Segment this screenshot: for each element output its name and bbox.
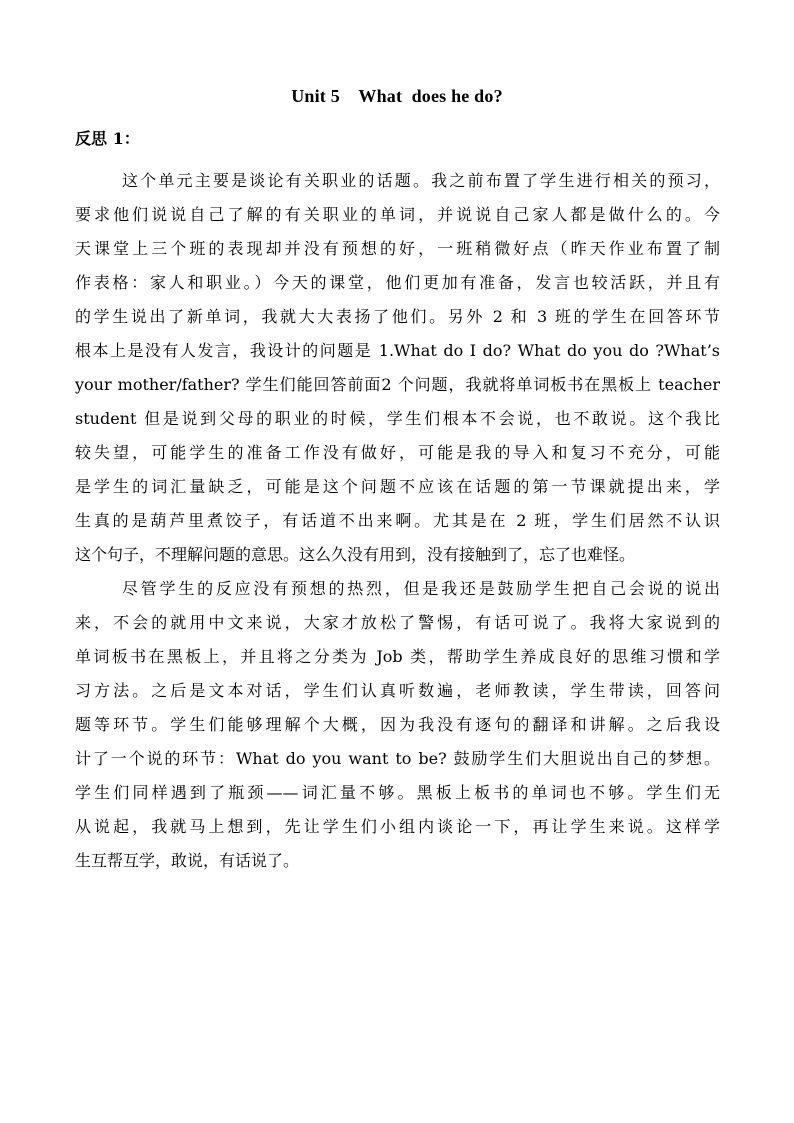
paragraph-line: 根本上是没有人发言，我设计的问题是 1.What do I do? What do you do ?What’s [75,341,720,360]
paragraph-line: 学生们同样遇到了瓶颈——词汇量不够。黑板上板书的单词也不够。学生们无 [75,783,720,802]
paragraph-line: your mother/father? 学生们能回答前面2 个问题，我就将单词板书在黑板上 teacher [75,375,720,394]
paragraph-line: 要求他们说说自己了解的有关职业的单词，并说说自己家人都是做什么的。今 [75,205,720,224]
paragraph-line: 尽管学生的反应没有预想的热烈，但是我还是鼓励学生把自己会说的说出 [122,579,720,598]
paragraph-line: 天课堂上三个班的表现却并没有预想的好，一班稍微好点（昨天作业布置了制 [75,239,720,258]
paragraph-line: 生互帮互学，敢说，有话说了。 [75,851,300,870]
section-heading: 反思 1： [75,129,140,148]
paragraph-line: 单词板书在黑板上，并且将之分类为 Job 类，帮助学生养成良好的思维习惯和学 [75,647,720,666]
paragraph-line: 较失望，可能学生的准备工作没有做好，可能是我的导入和复习不充分，可能 [75,443,720,462]
paragraph-line: 从说起，我就马上想到，先让学生们小组内谈论一下，再让学生来说。这样学 [75,817,720,836]
paragraph-line: 生真的是葫芦里煮饺子，有话道不出来啊。尤其是在 2 班，学生们居然不认识 [75,511,720,530]
paragraph-line: 这个句子，不理解问题的意思。这么久没有用到，没有接触到了，忘了也难怪。 [75,545,636,564]
paragraph-line: 是学生的词汇量缺乏，可能是这个问题不应该在话题的第一节课就提出来，学 [75,477,720,496]
paragraph-line: 计了一个说的环节：What do you want to be? 鼓励学生们大胆说出自己的梦想。 [75,749,720,768]
paragraph-line: 来，不会的就用中文来说，大家才放松了警惕，有话可说了。我将大家说到的 [75,613,720,632]
document-title: Unit 5 What does he do? [291,86,503,106]
paragraph-line: 作表格：家人和职业。）今天的课堂，他们更加有准备，发言也较活跃，并且有 [75,273,720,292]
paragraph-line: 题等环节。学生们能够理解个大概，因为我没有逐句的翻译和讲解。之后我设 [75,715,720,734]
paragraph-line: 习方法。之后是文本对话，学生们认真听数遍，老师教读，学生带读，回答问 [75,681,720,700]
paragraph-line: 的学生说出了新单词，我就大大表扬了他们。另外 2 和 3 班的学生在回答环节 [75,307,720,326]
paragraph-line: student 但是说到父母的职业的时候，学生们根本不会说，也不敢说。这个我比 [75,409,720,428]
paragraph-line: 这个单元主要是谈论有关职业的话题。我之前布置了学生进行相关的预习， [122,171,720,190]
